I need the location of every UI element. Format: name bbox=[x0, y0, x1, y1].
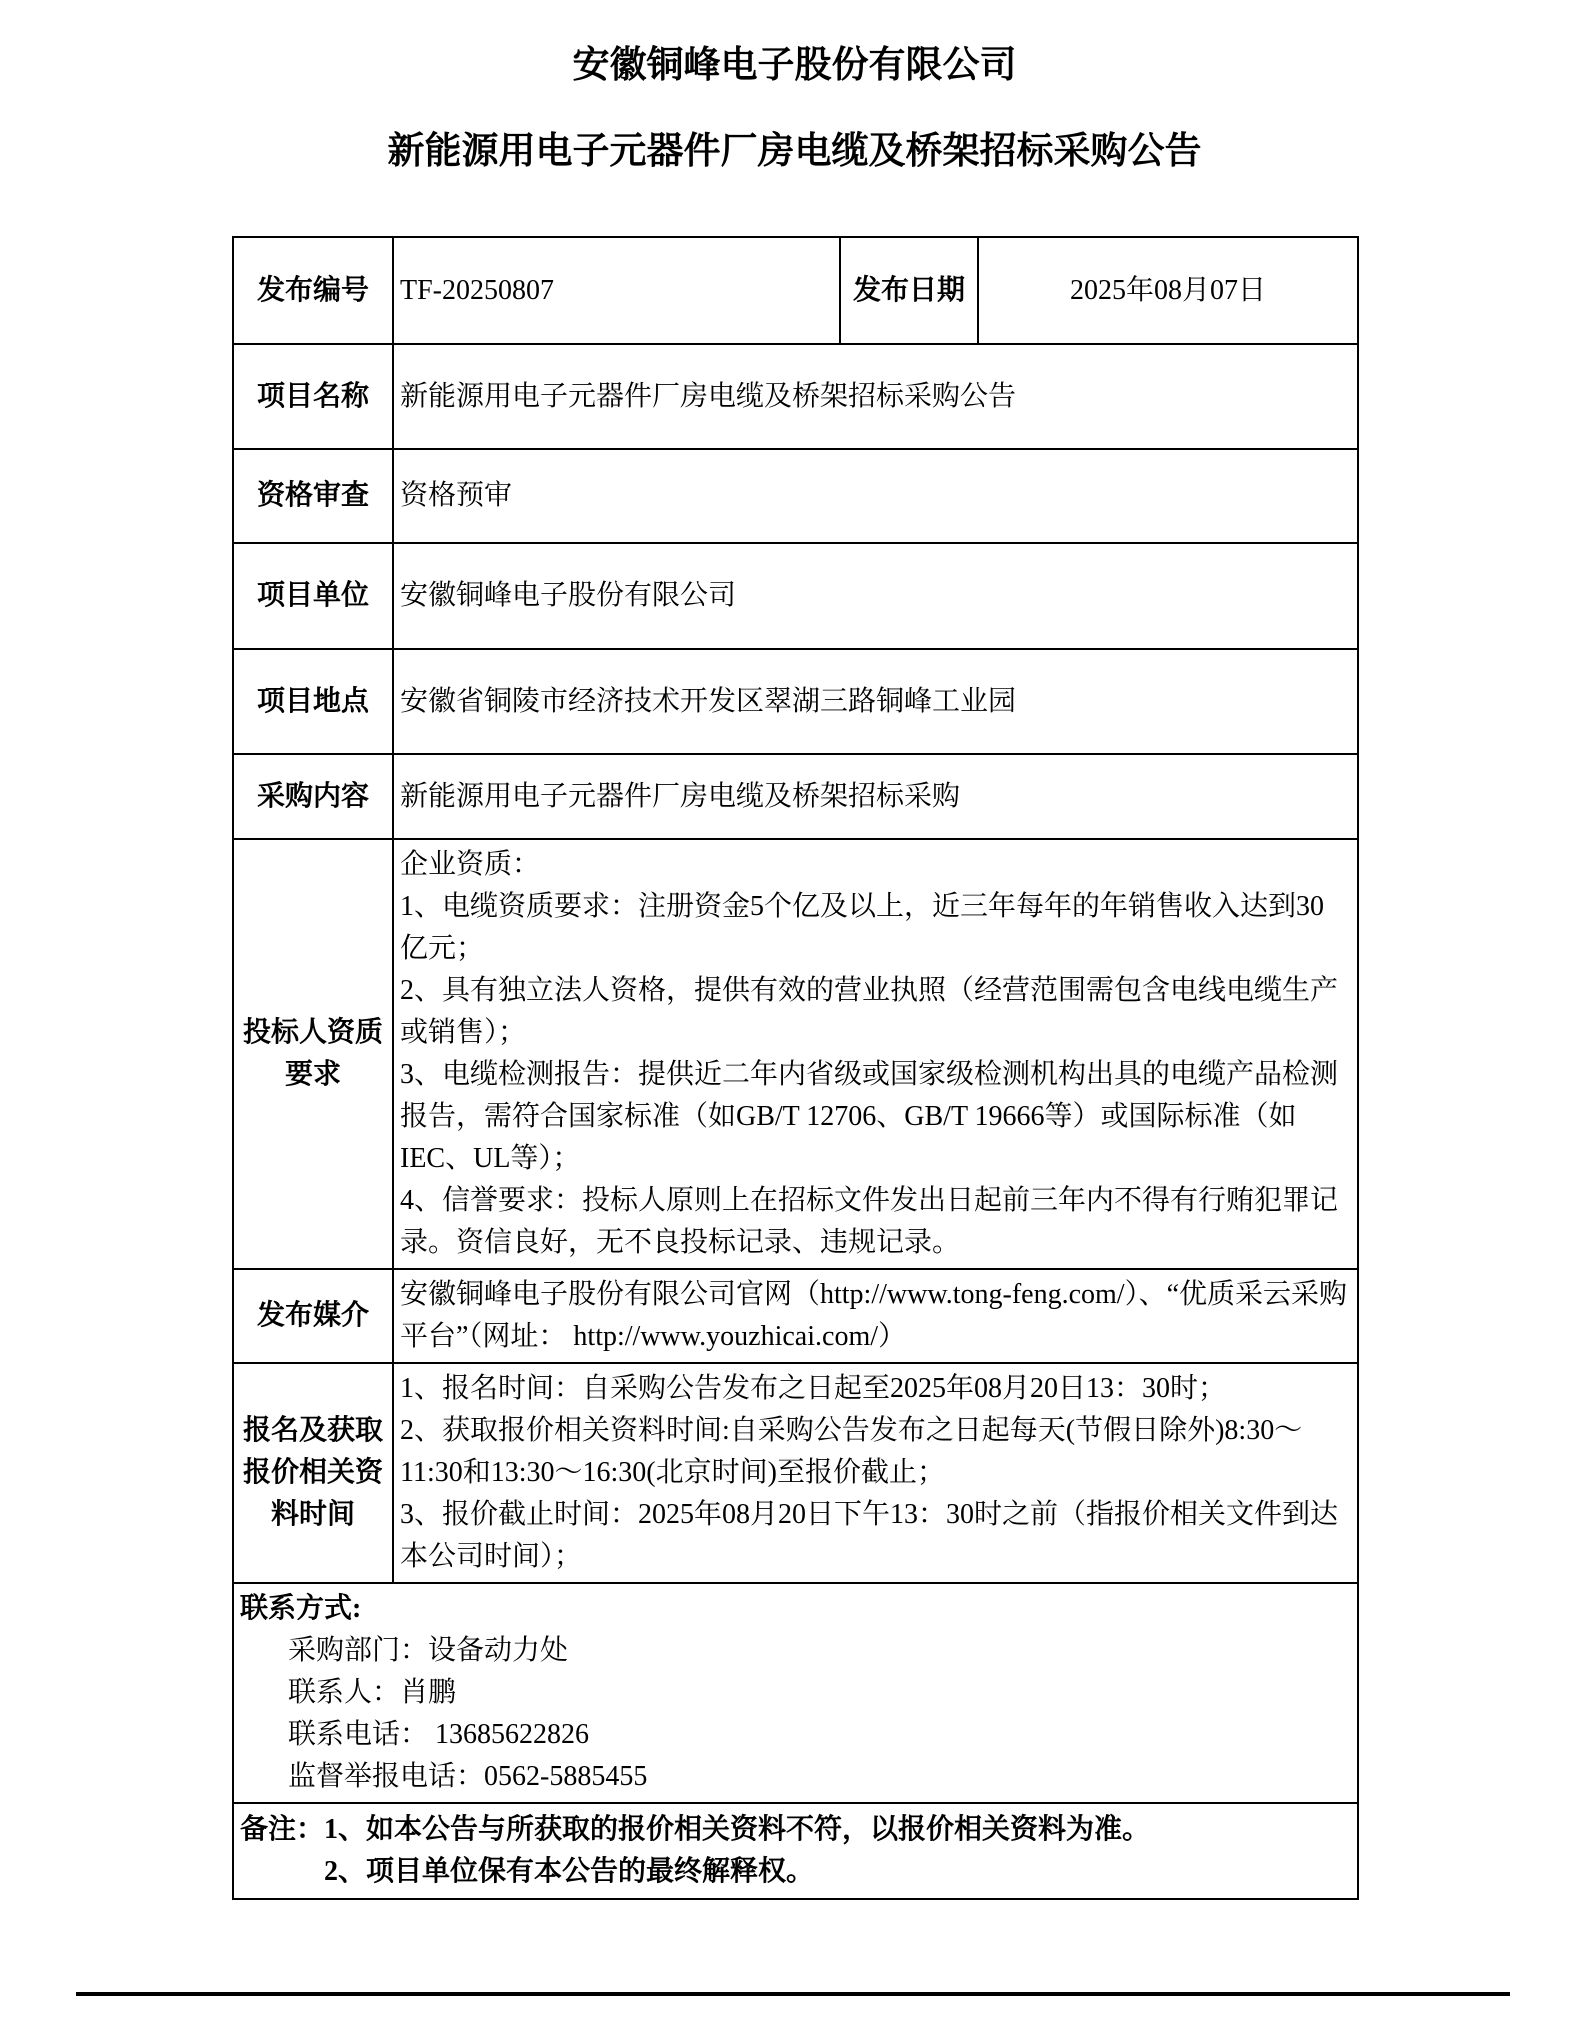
contact-phone: 联系电话： 13685622826 bbox=[288, 1719, 590, 1750]
bidder-qualification-line: 1、电缆资质要求：注册资金5个亿及以上，近三年每年的年销售收入达到30亿元； bbox=[400, 891, 1325, 964]
registration-time-value bbox=[393, 1363, 1358, 1583]
bidder-qualification-line: 4、信誉要求：投标人原则上在招标文件发出日起前三年内不得有行贿犯罪记录。资信良好，无不良投标记录、违规记录。 bbox=[400, 1185, 1339, 1258]
publish-date-value: 2025年08月07日 bbox=[978, 237, 1358, 344]
remark-line: 备注：1、如本公告与所获取的报价相关资料不符，以报价相关资料为准。 bbox=[240, 1814, 1151, 1845]
table-row bbox=[233, 1583, 1358, 1803]
table-row bbox=[233, 543, 1358, 649]
qualification-review-value: 资格预审 bbox=[393, 449, 1358, 543]
table-row bbox=[233, 1363, 1358, 1583]
contact-heading: 联系方式: bbox=[240, 1593, 362, 1624]
announcement-table bbox=[232, 236, 1359, 1900]
procurement-content-value: 新能源用电子元器件厂房电缆及桥架招标采购 bbox=[393, 754, 1358, 839]
registration-time-line: 2、获取报价相关资料时间:自采购公告发布之日起每天(节假日除外)8:30～11:30和13:30～16:30(北京时间)至报价截止； bbox=[400, 1415, 1303, 1488]
bidder-qualification-line: 3、电缆检测报告：提供近二年内省级或国家级检测机构出具的电缆产品检测报告，需符合国家标准（如GB/T 12706、GB/T 19666等）或国际标准（如IEC、UL等）； bbox=[400, 1059, 1339, 1174]
table-row bbox=[233, 839, 1358, 1269]
doc-title: 安徽铜峰电子股份有限公司 bbox=[572, 44, 1017, 85]
project-unit-label: 项目单位 bbox=[233, 543, 393, 649]
publish-media-value: 安徽铜峰电子股份有限公司官网（http://www.tong-feng.com/）、“优质采云采购平台”（网址： http://www.youzhicai.com/） bbox=[393, 1269, 1358, 1363]
publish-no-value: TF-20250807 bbox=[393, 237, 840, 344]
bidder-qualification-value bbox=[393, 839, 1358, 1269]
doc-subtitle: 新能源用电子元器件厂房电缆及桥架招标采购公告 bbox=[387, 130, 1202, 171]
project-name-label: 项目名称 bbox=[233, 344, 393, 449]
publish-no-label: 发布编号 bbox=[233, 237, 393, 344]
registration-time-line: 3、报价截止时间：2025年08月20日下午13：30时之前（指报价相关文件到达本公司时间）； bbox=[400, 1499, 1339, 1572]
contact-person: 联系人：肖鹏 bbox=[288, 1677, 457, 1708]
table-row bbox=[233, 1803, 1358, 1899]
qualification-review-label: 资格审查 bbox=[233, 449, 393, 543]
project-location-label: 项目地点 bbox=[233, 649, 393, 754]
procurement-content-label: 采购内容 bbox=[233, 754, 393, 839]
table-row bbox=[233, 449, 1358, 543]
table-row bbox=[233, 1269, 1358, 1363]
contact-cell bbox=[233, 1583, 1358, 1803]
contact-department: 采购部门：设备动力处 bbox=[288, 1635, 569, 1666]
publish-media-label: 发布媒介 bbox=[233, 1269, 393, 1363]
contact-supervision-phone: 监督举报电话：0562-5885455 bbox=[288, 1761, 648, 1792]
remarks-cell bbox=[233, 1803, 1358, 1899]
project-unit-value: 安徽铜峰电子股份有限公司 bbox=[393, 543, 1358, 649]
table-row bbox=[233, 649, 1358, 754]
bidder-qualification-line: 企业资质： bbox=[400, 849, 541, 880]
bidder-qualification-label: 投标人资质要求 bbox=[233, 839, 393, 1269]
bidder-qualification-line: 2、具有独立法人资格，提供有效的营业执照（经营范围需包含电线电缆生产或销售）； bbox=[400, 975, 1339, 1048]
publish-date-label: 发布日期 bbox=[840, 237, 978, 344]
remark-line: 2、项目单位保有本公告的最终解释权。 bbox=[324, 1856, 815, 1887]
project-name-value: 新能源用电子元器件厂房电缆及桥架招标采购公告 bbox=[393, 344, 1358, 449]
table-row bbox=[233, 344, 1358, 449]
page-bottom-rule bbox=[76, 1992, 1510, 1996]
project-location-value: 安徽省铜陵市经济技术开发区翠湖三路铜峰工业园 bbox=[393, 649, 1358, 754]
table-row bbox=[233, 754, 1358, 839]
registration-time-line: 1、报名时间：自采购公告发布之日起至2025年08月20日13：30时； bbox=[400, 1373, 1227, 1404]
table-row bbox=[233, 237, 1358, 344]
registration-time-label: 报名及获取报价相关资料时间 bbox=[233, 1363, 393, 1583]
